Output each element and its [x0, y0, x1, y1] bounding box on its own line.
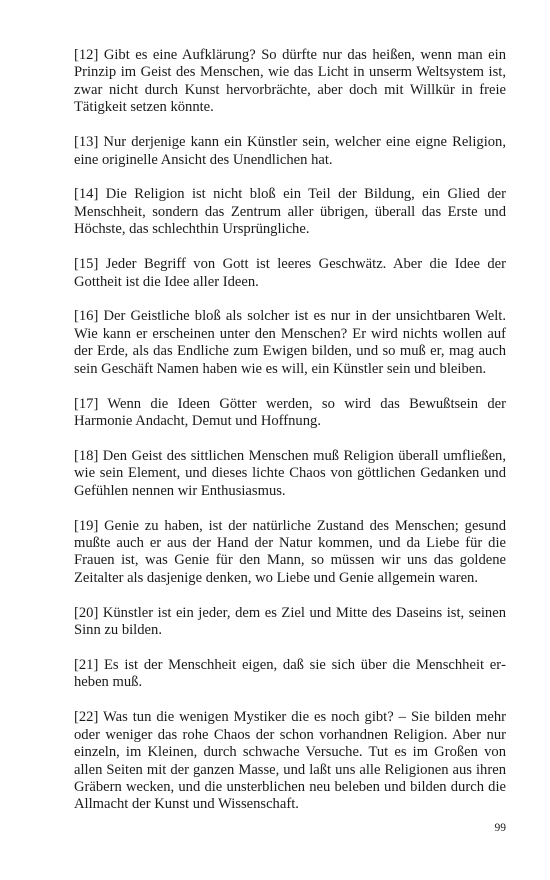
fragment-22: [22] Was tun die wenigen Mystiker die es noch gibt? – Sie bilden mehr oder weniger das rohe Chaos der schon vorhandnen Religion. Aber nur einzeln, im Kleinen, durch schwache Versuche. Tut es im Großen von allen Seiten mit der ganzen Masse, und laßt uns alle Religionen aus ihren Gräbern wecken, und die unsterblichen neu beleben und bilden durch die Allmacht der Kunst und Wissenschaft.: [74, 709, 506, 813]
fragment-20: [20] Künstler ist ein jeder, dem es Ziel und Mitte des Daseins ist, seinen Sinn zu bilden.: [74, 604, 506, 639]
page-number: 99: [494, 822, 506, 834]
fragment-16: [16] Der Geistliche bloß als solcher ist es nur in der unsichtbaren Welt. Wie kann er erscheinen unter den Menschen? Er wird nichts wollen auf der Erde, als das Endliche zum Ewigen bilden, und so muß er, mag auch sein Geschäft Namen haben wie es will, ein Künstler sein und bleiben.: [74, 308, 506, 377]
fragment-21: [21] Es ist der Menschheit eigen, daß sie sich über die Menschheit erheben muß.: [74, 657, 506, 691]
page-body: [74, 47, 506, 831]
fragment-14: [14] Die Religion ist nicht bloß ein Teil der Bildung, ein Glied der Menschheit, sondern das Zentrum aller übrigen, überall das Erste und Höchste, das schlechthin Ursprüngliche.: [74, 186, 506, 238]
fragment-19: [19] Genie zu haben, ist der natürliche Zustand des Menschen; gesund mußte auch er aus der Hand der Natur kommen, und da Liebe für die Frauen ist, was Genie für den Mann, so müssen wir uns das goldene Zeitalter als dasjenige denken, wo Liebe und Genie allgemein waren.: [74, 517, 506, 586]
fragment-15: [15] Jeder Begriff von Gott ist leeres Geschwätz. Aber die Idee der Gottheit ist die Idee aller Ideen.: [74, 256, 506, 290]
fragment-17: [17] Wenn die Ideen Götter werden, so wird das Bewußtsein der Harmonie Andacht, Demut und Hoffnung.: [74, 395, 506, 429]
fragment-18: [18] Den Geist des sittlichen Menschen muß Religion überall umfließen, wie sein Element, und dieses lichte Chaos von göttlichen Gedanken und Gefühlen nennen wir Enthusiasmus.: [74, 447, 506, 499]
fragment-12: [12] Gibt es eine Aufklärung? So dürfte nur das heißen, wenn man ein Prinzip im Geist des Menschen, wie das Licht in unserm Weltsystem ist, zwar nicht durch Kunst hervorbrächte, aber doch mit Willkür in freie Tätigkeit setzen könnte.: [74, 47, 506, 116]
fragment-13: [13] Nur derjenige kann ein Künstler sein, welcher eine eigne Religion, eine originelle Ansicht des Unendlichen hat.: [74, 134, 506, 168]
